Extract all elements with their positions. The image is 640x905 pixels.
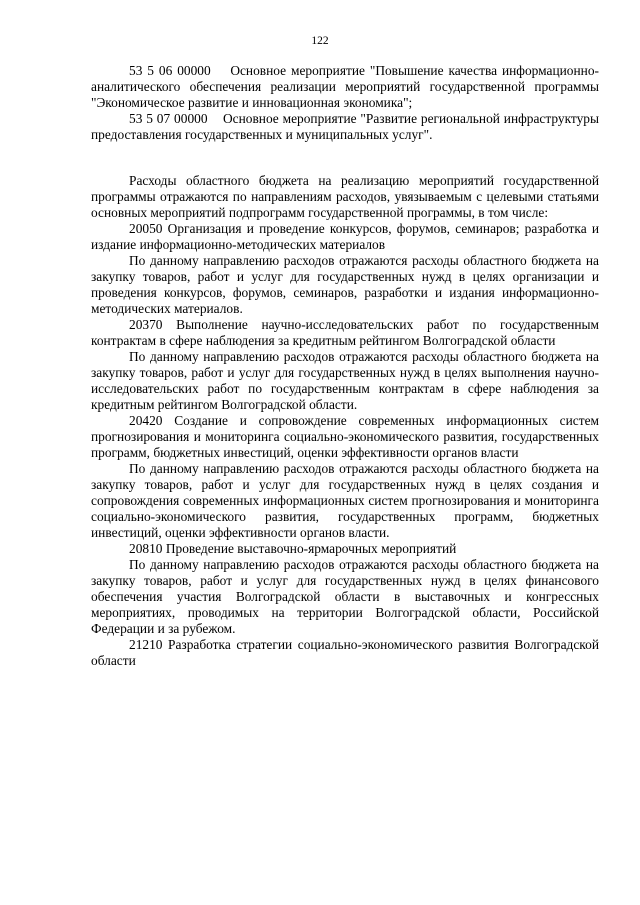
paragraph: Расходы областного бюджета на реализацию мероприятий государственной программы отражаются по направлениям расходов, увязываемым с целевыми статьями основных мероприятий подпрограмм государственной программы, в том числе:	[91, 173, 599, 220]
paragraph: По данному направлению расходов отражаются расходы областного бюджета на закупку товаров, работ и услуг для государственных нужд в целях финансового обеспечения участия Волгоградской области в выставочных и конгрессных мероприятиях, проводимых на территории Волгоградской области, Российской Федерации и за рубежом.	[91, 557, 599, 636]
paragraph-gap	[91, 143, 599, 173]
paragraph: По данному направлению расходов отражаются расходы областного бюджета на закупку товаров, работ и услуг для государственных нужд в целях выполнения научно-исследовательских работ по государственным контрактам в сфере наблюдения за кредитным рейтингом Волгоградской области.	[91, 349, 599, 412]
paragraph: 53 5 06 00000 Основное мероприятие "Повышение качества информационно-аналитического обеспечения реализации мероприятий государственной программы "Экономическое развитие и инновационная экономика";	[91, 63, 599, 110]
paragraph: 20420 Создание и сопровождение современных информационных систем прогнозирования и мониторинга социально-экономического развития, государственных программ, бюджетных инвестиций, оценки эффективности органов власти	[91, 413, 599, 460]
paragraph: 20370 Выполнение научно-исследовательских работ по государственным контрактам в сфере наблюдения за кредитным рейтингом Волгоградской области	[91, 317, 599, 348]
paragraph: 21210 Разработка стратегии социально-экономического развития Волгоградской области	[91, 637, 599, 668]
page-number: 122	[311, 35, 329, 47]
paragraph: По данному направлению расходов отражаются расходы областного бюджета на закупку товаров, работ и услуг для государственных нужд в целях организации и проведения конкурсов, форумов, семинаров, разработки и издания информационно-методических материалов.	[91, 253, 599, 316]
document-body	[91, 63, 599, 669]
paragraph: 53 5 07 00000 Основное мероприятие "Развитие региональной инфраструктуры предоставления государственных и муниципальных услуг".	[91, 111, 599, 142]
paragraph: 20810 Проведение выставочно-ярмарочных мероприятий	[129, 541, 457, 556]
paragraph: По данному направлению расходов отражаются расходы областного бюджета на закупку товаров, работ и услуг для государственных нужд в целях создания и сопровождения современных информационных систем прогнозирования и мониторинга социально-экономического развития, государственных программ, бюджетных инвестиций, оценки эффективности органов власти.	[91, 461, 599, 540]
paragraph: 20050 Организация и проведение конкурсов, форумов, семинаров; разработка и издание информационно-методических материалов	[91, 221, 599, 252]
